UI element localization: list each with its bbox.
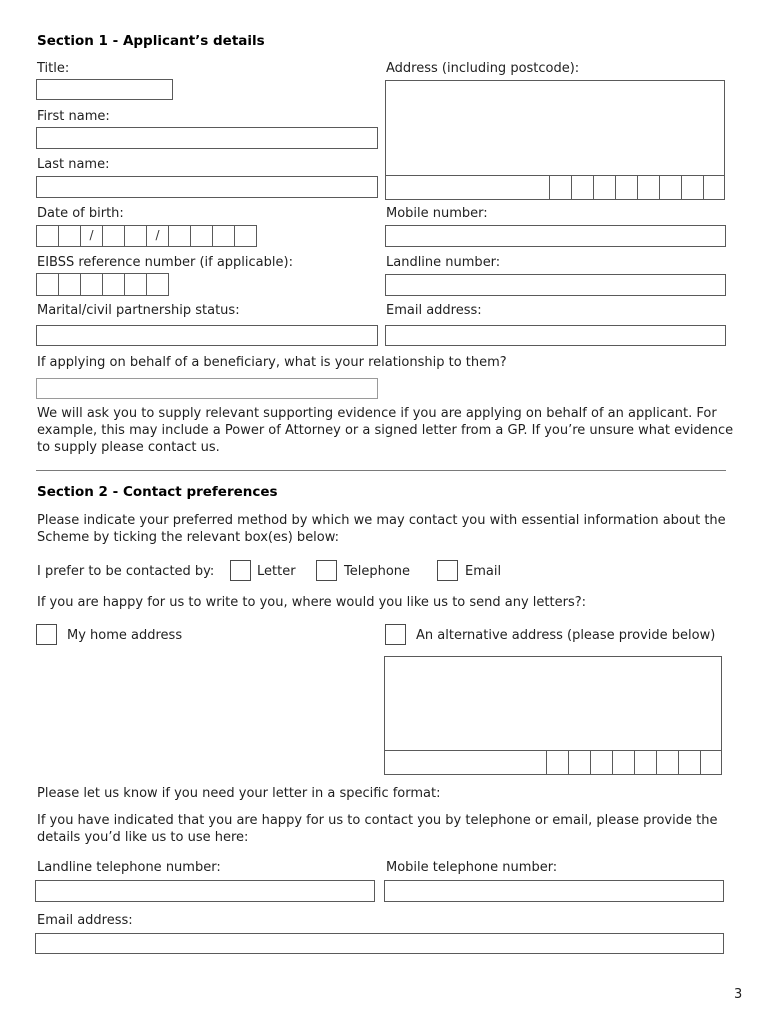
- mobile-input[interactable]: [385, 225, 726, 247]
- letter-option-label: Letter: [257, 564, 296, 579]
- mobile-label: Mobile number:: [386, 206, 488, 221]
- first-name-label: First name:: [37, 109, 110, 124]
- postcode-cells[interactable]: [385, 175, 725, 200]
- telephone-option-label: Telephone: [344, 564, 411, 579]
- eibss-cell[interactable]: [59, 274, 81, 295]
- alt-address-label: An alternative address (please provide below): [416, 628, 716, 643]
- dob-separator: /: [81, 226, 103, 246]
- address-input[interactable]: [385, 80, 725, 200]
- evidence-note: We will ask you to supply relevant supporting evidence if you are applying on behalf of an applicant. For example, this may include a Power of Attorney or a signed letter from a GP. If you’re unsure what evidence to supply please contact us.: [37, 406, 734, 455]
- eibss-cell[interactable]: [37, 274, 59, 295]
- alt-postcode-cells[interactable]: [384, 750, 722, 775]
- prefer-label: I prefer to be contacted by:: [37, 564, 215, 579]
- dob-cell[interactable]: [235, 226, 257, 246]
- landline-telephone-label: Landline telephone number:: [37, 860, 221, 875]
- email-address-input[interactable]: [35, 933, 724, 954]
- home-address-checkbox[interactable]: [36, 624, 57, 645]
- first-name-input[interactable]: [36, 127, 378, 149]
- dob-cell[interactable]: [37, 226, 59, 246]
- dob-cell[interactable]: [169, 226, 191, 246]
- email-address-label: Email address:: [37, 913, 133, 928]
- title-label: Title:: [37, 61, 70, 76]
- relationship-question: If applying on behalf of a beneficiary, what is your relationship to them?: [37, 355, 507, 370]
- email-checkbox[interactable]: [437, 560, 458, 581]
- title-input[interactable]: [36, 79, 173, 100]
- landline-telephone-input[interactable]: [35, 880, 375, 902]
- alt-address-input[interactable]: [384, 656, 722, 775]
- section-2-heading: Section 2 - Contact preferences: [37, 484, 278, 500]
- eibss-cell[interactable]: [103, 274, 125, 295]
- eibss-cell[interactable]: [147, 274, 169, 295]
- dob-cell[interactable]: [213, 226, 235, 246]
- eibss-cell[interactable]: [125, 274, 147, 295]
- dob-separator: /: [147, 226, 169, 246]
- contact-intro: Please indicate your preferred method by which we may contact you with essential information about the Scheme by ticking the relevant box(es) below:: [37, 513, 726, 545]
- dob-input[interactable]: [36, 225, 257, 247]
- eibss-input[interactable]: [36, 273, 169, 296]
- format-question: Please let us know if you need your letter in a specific format:: [37, 786, 441, 801]
- marital-input[interactable]: [36, 325, 378, 346]
- last-name-label: Last name:: [37, 157, 110, 172]
- marital-label: Marital/civil partnership status:: [37, 303, 240, 318]
- page-number: 3: [734, 987, 743, 1002]
- landline-input[interactable]: [385, 274, 726, 296]
- section-divider: [36, 470, 726, 471]
- address-label: Address (including postcode):: [386, 61, 580, 76]
- email-label: Email address:: [386, 303, 482, 318]
- dob-cell[interactable]: [191, 226, 213, 246]
- email-option-label: Email: [465, 564, 502, 579]
- home-address-label: My home address: [67, 628, 183, 643]
- dob-cell[interactable]: [59, 226, 81, 246]
- email-input[interactable]: [385, 325, 726, 346]
- letter-checkbox[interactable]: [230, 560, 251, 581]
- letters-question: If you are happy for us to write to you, where would you like us to send any letters?:: [37, 595, 587, 610]
- eibss-cell[interactable]: [81, 274, 103, 295]
- dob-cell[interactable]: [103, 226, 125, 246]
- mobile-telephone-label: Mobile telephone number:: [386, 860, 558, 875]
- dob-cell[interactable]: [125, 226, 147, 246]
- mobile-telephone-input[interactable]: [384, 880, 724, 902]
- landline-label: Landline number:: [386, 255, 501, 270]
- eibss-label: EIBSS reference number (if applicable):: [37, 255, 293, 270]
- last-name-input[interactable]: [36, 176, 378, 198]
- details-note: If you have indicated that you are happy for us to contact you by telephone or email, please provide the details you’d like us to use here:: [37, 813, 718, 845]
- dob-label: Date of birth:: [37, 206, 124, 221]
- alt-address-checkbox[interactable]: [385, 624, 406, 645]
- telephone-checkbox[interactable]: [316, 560, 337, 581]
- section-1-heading: Section 1 - Applicant’s details: [37, 33, 265, 49]
- relationship-input[interactable]: [36, 378, 378, 399]
